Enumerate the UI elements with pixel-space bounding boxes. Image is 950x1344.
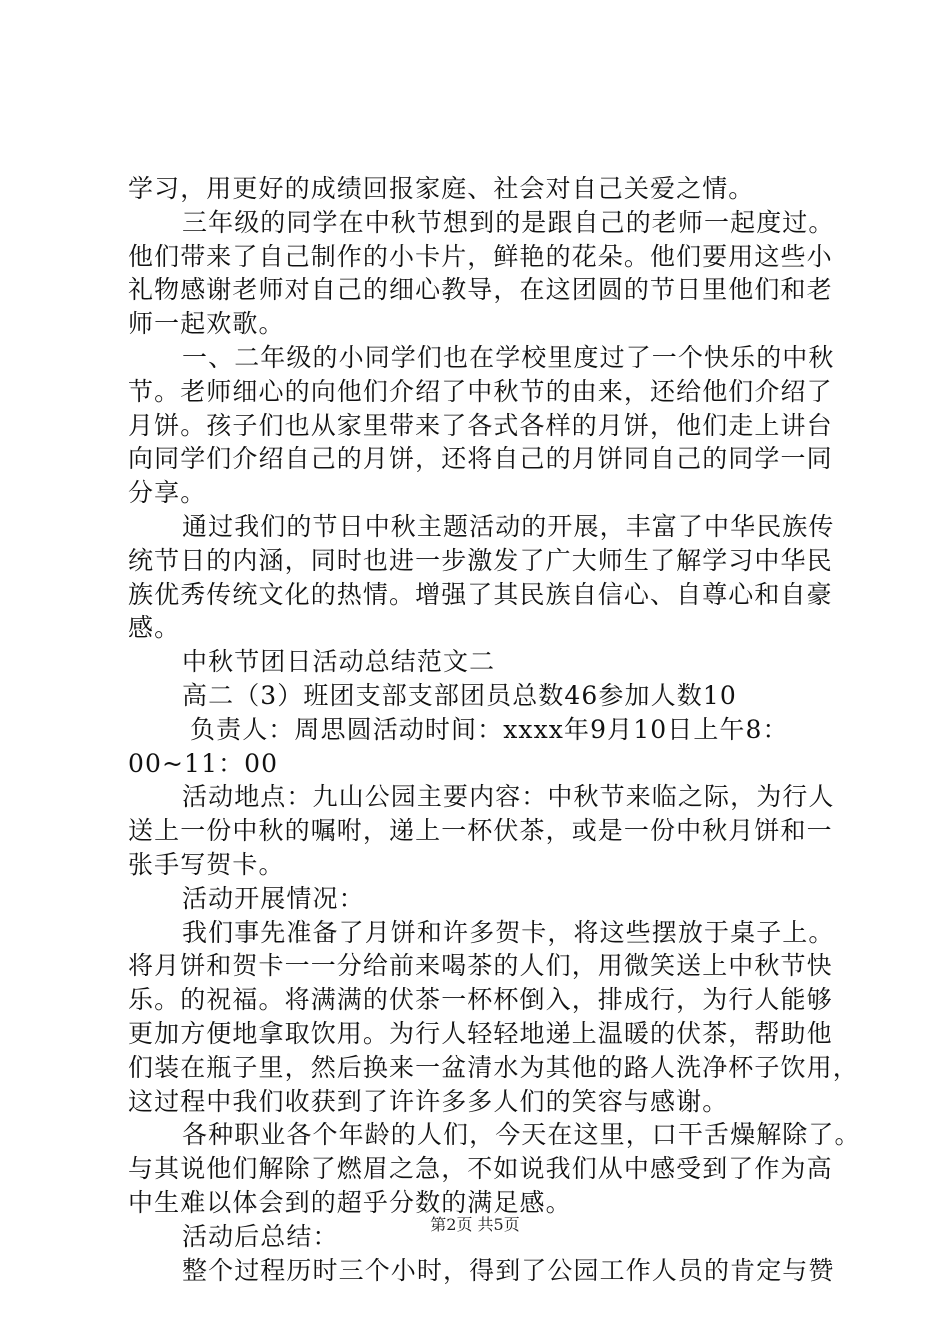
document-body [128,172,861,1287]
text-line: 分享。 [128,478,207,508]
text-line: 各种职业各个年龄的人们，今天在这里，口干舌燥解除了。 [182,1120,861,1150]
text-line: 中生难以体会到的超乎分数的满足感。 [128,1187,572,1217]
text-line: 活动地点：九山公园主要内容：中秋节来临之际，为行人 [182,782,835,812]
page-footer: 第2页 共5页 [430,1215,520,1234]
text-line: 中秋节团日活动总结范文二 [182,647,496,677]
text-line: 三年级的同学在中秋节想到的是跟自己的老师一起度过。 [182,207,835,237]
text-line: 通过我们的节日中秋主题活动的开展，丰富了中华民族传 [182,511,835,541]
text-line: 礼物感谢老师对自己的细心教导，在这团圆的节日里他们和老 [128,275,833,305]
text-line: 这过程中我们收获到了许许多多人们的笑容与感谢。 [128,1086,729,1116]
text-line: 一、二年级的小同学们也在学校里度过了一个快乐的中秋 [182,342,835,372]
text-line: 向同学们介绍自己的月饼，还将自己的月饼同自己的同学一同 [128,444,833,474]
text-line: 00~11：00 [128,748,279,778]
text-line: 送上一份中秋的嘱咐，递上一杯伏茶，或是一份中秋月饼和一 [128,816,833,846]
text-line: 感。 [128,613,181,643]
text-line: 们装在瓶子里，然后换来一盆清水为其他的路人洗净杯子饮用， [128,1052,859,1082]
text-line: 与其说他们解除了燃眉之急，不如说我们从中感受到了作为高 [128,1154,833,1184]
text-line: 师一起欢歌。 [128,309,285,339]
text-line: 乐。的祝福。将满满的伏茶一杯杯倒入，排成行，为行人能够 [128,985,833,1015]
text-line: 负责人：周思圆活动时间：xxxx年9月10日上午8： [190,714,789,744]
text-line: 统节日的内涵，同时也进一步激发了广大师生了解学习中华民 [128,545,833,575]
text-line: 族优秀传统文化的热情。增强了其民族自信心、自尊心和自豪 [128,579,833,609]
text-line: 整个过程历时三个小时，得到了公园工作人员的肯定与赞 [182,1255,835,1285]
text-line: 更加方便地拿取饮用。为行人轻轻地递上温暖的伏茶，帮助他 [128,1018,833,1048]
text-line: 高二（3）班团支部支部团员总数46参加人数10 [182,680,737,710]
text-line: 节。老师细心的向他们介绍了中秋节的由来，还给他们介绍了 [128,376,833,406]
text-line: 学习，用更好的成绩回报家庭、社会对自己关爱之情。 [128,174,755,203]
text-line: 张手写贺卡。 [128,849,285,879]
text-line: 活动后总结： [182,1221,339,1251]
text-line: 我们事先准备了月饼和许多贺卡，将这些摆放于桌子上。 [182,917,835,947]
text-line: 活动开展情况： [182,883,365,913]
text-line: 将月饼和贺卡一一分给前来喝茶的人们，用微笑送上中秋节快 [128,951,833,981]
text-line: 他们带来了自己制作的小卡片，鲜艳的花朵。他们要用这些小 [128,241,833,271]
text-line: 月饼。孩子们也从家里带来了各式各样的月饼，他们走上讲台 [128,410,833,440]
